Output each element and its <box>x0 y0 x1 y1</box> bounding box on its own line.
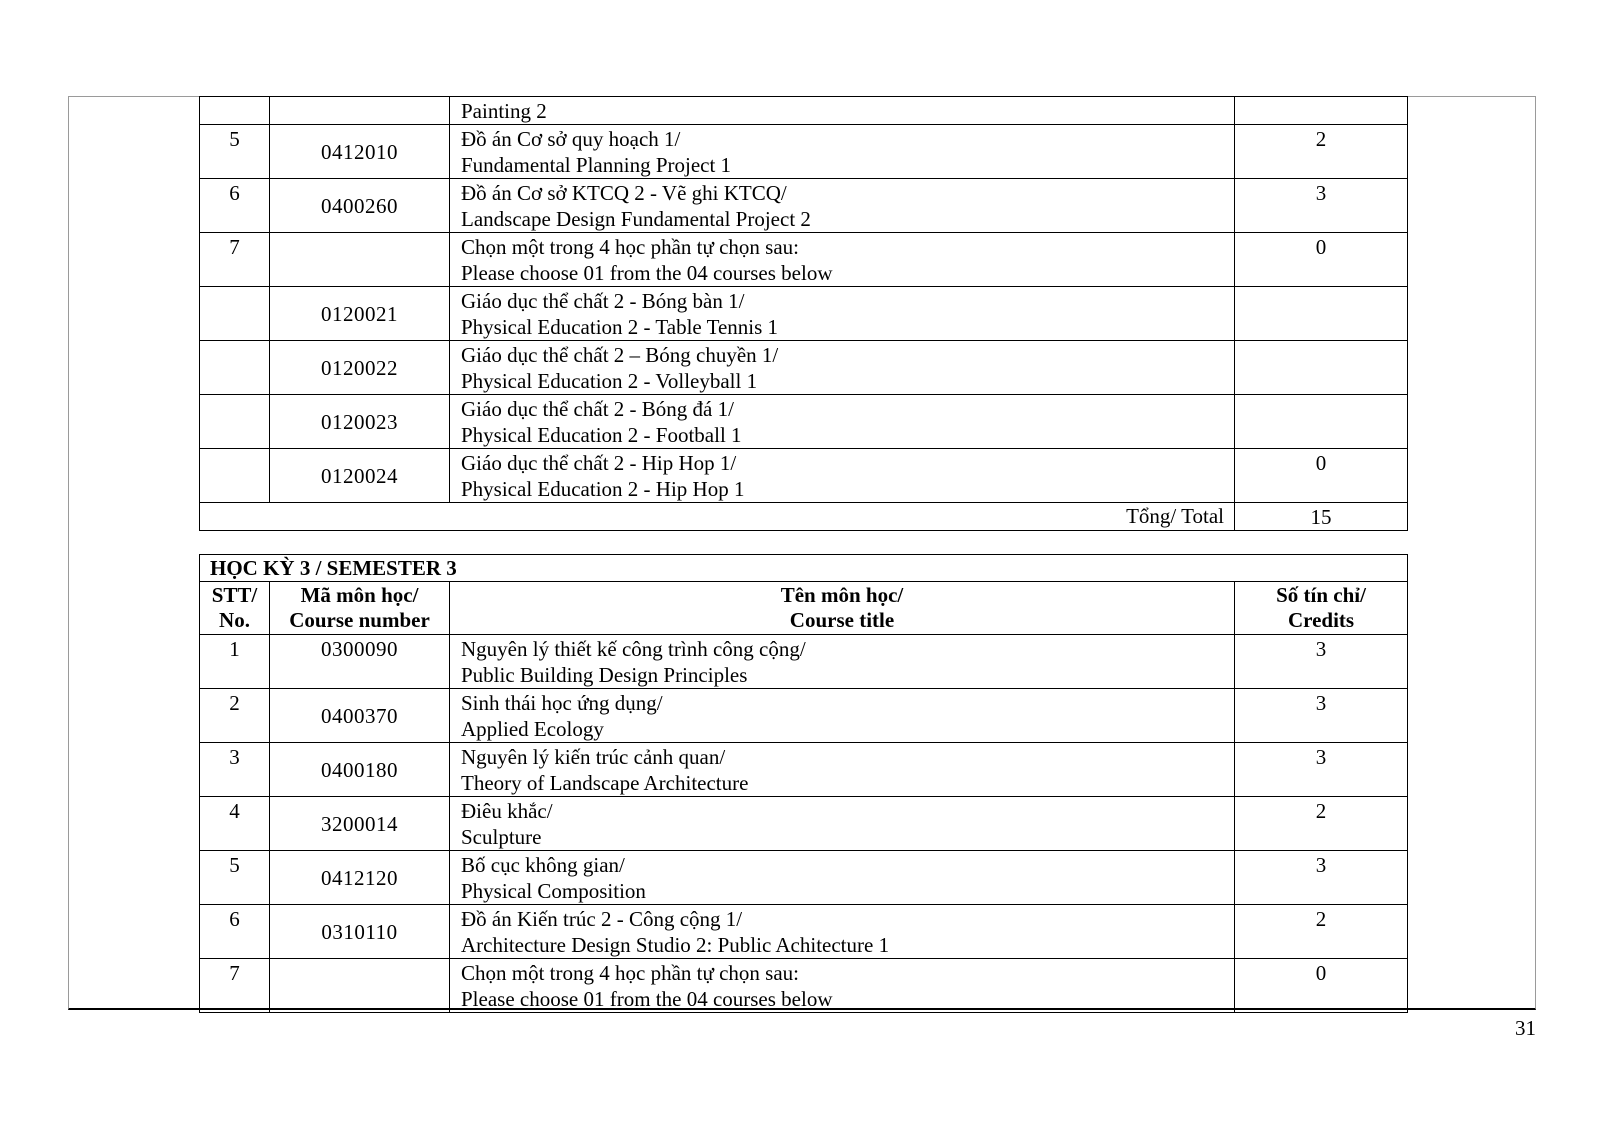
credits <box>1235 97 1408 125</box>
row-no <box>200 341 270 395</box>
course-title-en: Sculpture <box>461 825 542 849</box>
semester-title: HỌC KỲ 3 / SEMESTER 3 <box>200 555 1408 582</box>
header-no <box>200 582 270 635</box>
course-title-vi: Giáo dục thể chất 2 - Bóng bàn 1/ <box>461 289 745 313</box>
table-row <box>200 97 1408 125</box>
credits: 3 <box>1235 851 1408 905</box>
course-title-vi: Nguyên lý thiết kế công trình công cộng/ <box>461 637 806 661</box>
course-title-en: Public Building Design Principles <box>461 663 748 687</box>
credits <box>1235 395 1408 449</box>
row-no: 6 <box>200 179 270 233</box>
header-course-title <box>450 582 1235 635</box>
course-title-vi: Đồ án Cơ sở quy hoạch 1/ <box>461 127 681 151</box>
table-row <box>200 395 1408 449</box>
course-title-en: Physical Composition <box>461 879 646 903</box>
course-title-en: Physical Education 2 - Volleyball 1 <box>461 369 758 393</box>
total-credits: 15 <box>1235 503 1408 531</box>
semester-heading-row <box>200 555 1408 582</box>
course-title <box>450 851 1235 905</box>
row-no: 7 <box>200 959 270 1013</box>
course-number: 0120021 <box>270 287 450 341</box>
course-number: 0400370 <box>270 689 450 743</box>
semester-3-table <box>199 554 1408 1013</box>
header-code-vi: Mã môn học/ <box>300 583 419 607</box>
course-title <box>450 689 1235 743</box>
row-no: 6 <box>200 905 270 959</box>
table-row <box>200 635 1408 689</box>
course-title-vi: Bố cục không gian/ <box>461 853 625 877</box>
course-title-vi: Đồ án Kiến trúc 2 - Công cộng 1/ <box>461 907 743 931</box>
semester-2-table-continued <box>199 96 1408 531</box>
course-title-line: Painting 2 <box>461 99 547 123</box>
header-credits-en: Credits <box>1287 608 1355 632</box>
course-number: 0120024 <box>270 449 450 503</box>
course-title-en: Physical Education 2 - Table Tennis 1 <box>461 315 779 339</box>
total-label: Tổng/ Total <box>200 503 1235 531</box>
course-title-en: Architecture Design Studio 2: Public Achitecture 1 <box>461 933 890 957</box>
credits: 2 <box>1235 797 1408 851</box>
course-title <box>450 905 1235 959</box>
table-row <box>200 743 1408 797</box>
credits: 2 <box>1235 125 1408 179</box>
row-no: 5 <box>200 851 270 905</box>
course-number: 0412010 <box>270 125 450 179</box>
row-no: 7 <box>200 233 270 287</box>
course-title-vi: Giáo dục thể chất 2 – Bóng chuyền 1/ <box>461 343 779 367</box>
course-title <box>450 743 1235 797</box>
course-title-en: Landscape Design Fundamental Project 2 <box>461 207 811 231</box>
header-no-vi: STT/ <box>211 583 258 607</box>
row-no <box>200 449 270 503</box>
course-title-vi: Nguyên lý kiến trúc cảnh quan/ <box>461 745 726 769</box>
course-number: 0120023 <box>270 395 450 449</box>
row-no: 4 <box>200 797 270 851</box>
credits: 0 <box>1235 233 1408 287</box>
table-row <box>200 797 1408 851</box>
table-row <box>200 449 1408 503</box>
credits: 3 <box>1235 743 1408 797</box>
course-title-vi: Chọn một trong 4 học phần tự chọn sau: <box>461 235 800 259</box>
table-row <box>200 851 1408 905</box>
table-row <box>200 179 1408 233</box>
total-row <box>200 503 1408 531</box>
course-number: 3200014 <box>270 797 450 851</box>
table-row <box>200 689 1408 743</box>
header-title-en: Course title <box>789 608 895 632</box>
credits: 2 <box>1235 905 1408 959</box>
course-title-en: Please choose 01 from the 04 courses below <box>461 261 833 285</box>
course-title-vi: Đồ án Cơ sở KTCQ 2 - Vẽ ghi KTCQ/ <box>461 181 787 205</box>
row-no: 5 <box>200 125 270 179</box>
row-no <box>200 97 270 125</box>
course-title <box>450 797 1235 851</box>
row-no: 3 <box>200 743 270 797</box>
credits <box>1235 341 1408 395</box>
credits: 3 <box>1235 635 1408 689</box>
credits: 0 <box>1235 449 1408 503</box>
header-title-vi: Tên môn học/ <box>780 583 904 607</box>
table-row <box>200 233 1408 287</box>
course-title-en: Physical Education 2 - Hip Hop 1 <box>461 477 745 501</box>
course-title-vi: Điêu khắc/ <box>461 799 553 823</box>
credits <box>1235 287 1408 341</box>
header-no-en: No. <box>219 608 250 632</box>
row-no: 1 <box>200 635 270 689</box>
course-number: 0310110 <box>270 905 450 959</box>
header-course-number <box>270 582 450 635</box>
course-title-vi: Giáo dục thể chất 2 - Bóng đá 1/ <box>461 397 734 421</box>
page-number: 31 <box>1515 1016 1536 1040</box>
course-title <box>450 233 1235 287</box>
course-number <box>270 233 450 287</box>
course-title-vi: Chọn một trong 4 học phần tự chọn sau: <box>461 961 800 985</box>
header-row <box>200 582 1408 635</box>
credits: 3 <box>1235 179 1408 233</box>
course-title <box>450 179 1235 233</box>
course-number: 0400260 <box>270 179 450 233</box>
row-no <box>200 395 270 449</box>
table-row <box>200 287 1408 341</box>
course-title-en: Please choose 01 from the 04 courses below <box>461 987 833 1011</box>
course-number: 0300090 <box>270 635 450 689</box>
course-title-en: Theory of Landscape Architecture <box>461 771 749 795</box>
table-row <box>200 959 1408 1013</box>
course-title <box>450 97 1235 125</box>
header-credits <box>1235 582 1408 635</box>
course-title <box>450 341 1235 395</box>
course-title <box>450 287 1235 341</box>
table-row <box>200 341 1408 395</box>
course-number: 0400180 <box>270 743 450 797</box>
row-no: 2 <box>200 689 270 743</box>
credits: 3 <box>1235 689 1408 743</box>
course-title-en: Fundamental Planning Project 1 <box>461 153 732 177</box>
course-title <box>450 125 1235 179</box>
course-number <box>270 959 450 1013</box>
course-title <box>450 959 1235 1013</box>
table-row <box>200 905 1408 959</box>
course-title-vi: Giáo dục thể chất 2 - Hip Hop 1/ <box>461 451 737 475</box>
row-no <box>200 287 270 341</box>
credits: 0 <box>1235 959 1408 1013</box>
course-number: 0412120 <box>270 851 450 905</box>
course-title <box>450 635 1235 689</box>
course-title-vi: Sinh thái học ứng dụng/ <box>461 691 663 715</box>
header-code-en: Course number <box>289 608 430 632</box>
course-title <box>450 449 1235 503</box>
header-credits-vi: Số tín chỉ/ <box>1276 583 1366 607</box>
course-title-en: Applied Ecology <box>461 717 604 741</box>
course-title <box>450 395 1235 449</box>
course-title-en: Physical Education 2 - Football 1 <box>461 423 742 447</box>
table-row <box>200 125 1408 179</box>
course-number: 0120022 <box>270 341 450 395</box>
course-number <box>270 97 450 125</box>
